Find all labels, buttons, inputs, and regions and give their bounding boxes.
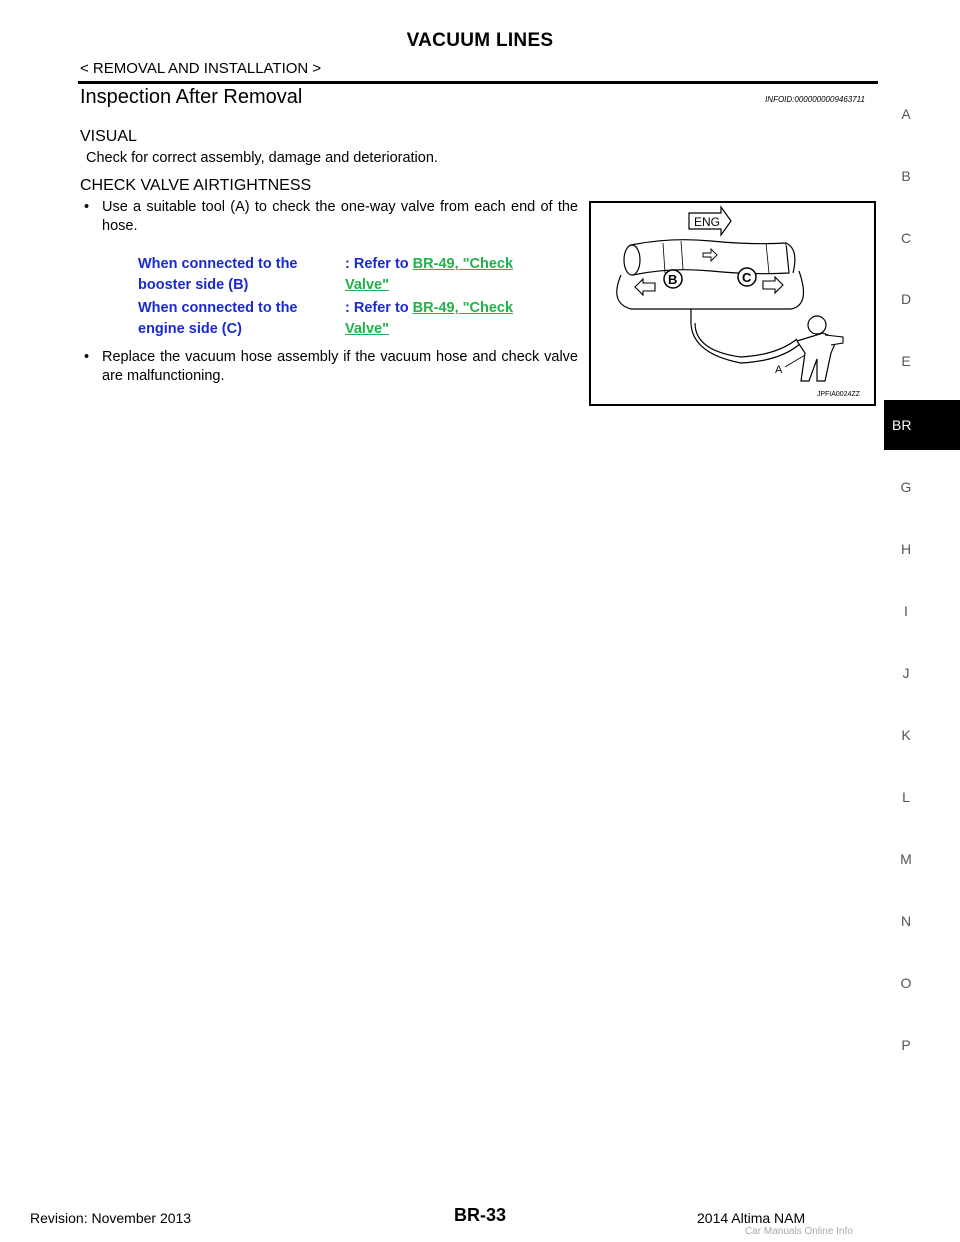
vacuum-pump-icon xyxy=(808,316,826,334)
link-br-49-check-valve[interactable]: BR-49, "Check xyxy=(412,256,514,272)
tab-i[interactable]: I xyxy=(904,603,908,619)
footer-watermark: Car Manuals Online Info xyxy=(745,1226,853,1237)
row-booster-ref xyxy=(345,254,513,296)
section-title: Inspection After Removal xyxy=(80,86,303,108)
check-valve-illustration xyxy=(591,203,874,404)
bullet-dot: • xyxy=(84,349,90,365)
tab-c[interactable]: C xyxy=(900,230,912,246)
label-b: B xyxy=(668,272,678,287)
footer-revision: Revision: November 2013 xyxy=(30,1210,192,1226)
check-valve-heading: CHECK VALVE AIRTIGHTNESS xyxy=(80,177,312,194)
tab-h[interactable]: H xyxy=(900,541,912,557)
tab-n[interactable]: N xyxy=(900,913,912,929)
figure-code: JPFIA0024ZZ xyxy=(816,391,860,398)
tab-p[interactable]: P xyxy=(901,1037,911,1053)
row-booster-label-line1: When connected to the xyxy=(138,256,298,272)
tab-b[interactable]: B xyxy=(901,168,911,184)
row-booster-label-line2: booster side (B) xyxy=(138,277,249,293)
tab-j[interactable]: J xyxy=(902,665,910,681)
tab-o[interactable]: O xyxy=(900,975,912,991)
bullet-text: Replace the vacuum hose assembly if the vacuum hose and check valve are malfunctioning. xyxy=(102,349,578,384)
row-engine-label-line2: engine side (C) xyxy=(138,321,242,337)
bullet-dot: • xyxy=(84,199,90,215)
label-a: A xyxy=(775,364,783,376)
row-engine-ref xyxy=(345,298,513,340)
link-br-49-check-valve-cont[interactable]: Valve" xyxy=(345,321,389,337)
visual-heading: VISUAL xyxy=(80,128,137,145)
label-c: C xyxy=(742,270,752,285)
visual-text: Check for correct assembly, damage and deterioration. xyxy=(86,150,438,166)
header-divider xyxy=(78,81,878,84)
breadcrumb: < REMOVAL AND INSTALLATION > xyxy=(80,60,322,77)
footer-page-number: BR-33 xyxy=(453,1205,506,1225)
tab-d[interactable]: D xyxy=(900,291,912,307)
footer-model: 2014 Altima NAM xyxy=(697,1210,806,1226)
row-booster-label xyxy=(138,254,298,296)
link-br-49-check-valve[interactable]: BR-49, "Check xyxy=(412,300,514,316)
check-valve-figure xyxy=(589,201,876,406)
tab-e[interactable]: E xyxy=(901,353,911,369)
bullet-use-tool xyxy=(84,198,578,236)
row-engine-label-line1: When connected to the xyxy=(138,300,298,316)
bullet-text: Use a suitable tool (A) to check the one-way valve from each end of the hose. xyxy=(102,199,578,234)
tab-g[interactable]: G xyxy=(900,479,912,495)
page-header-title: VACUUM LINES xyxy=(406,30,554,51)
row-engine-label xyxy=(138,298,298,340)
tab-m[interactable]: M xyxy=(900,851,912,867)
tab-k[interactable]: K xyxy=(901,727,911,743)
link-br-49-check-valve-cont[interactable]: Valve" xyxy=(345,277,389,293)
bullet-replace-hose xyxy=(84,348,578,386)
eng-label: ENG xyxy=(694,215,721,229)
refer-text: : Refer to xyxy=(345,256,413,272)
tab-a[interactable]: A xyxy=(901,106,911,122)
info-id: INFOID:0000000009463711 xyxy=(765,95,865,104)
tab-l[interactable]: L xyxy=(902,789,910,805)
refer-text: : Refer to xyxy=(345,300,413,316)
tab-br-active[interactable]: BR xyxy=(884,400,960,450)
